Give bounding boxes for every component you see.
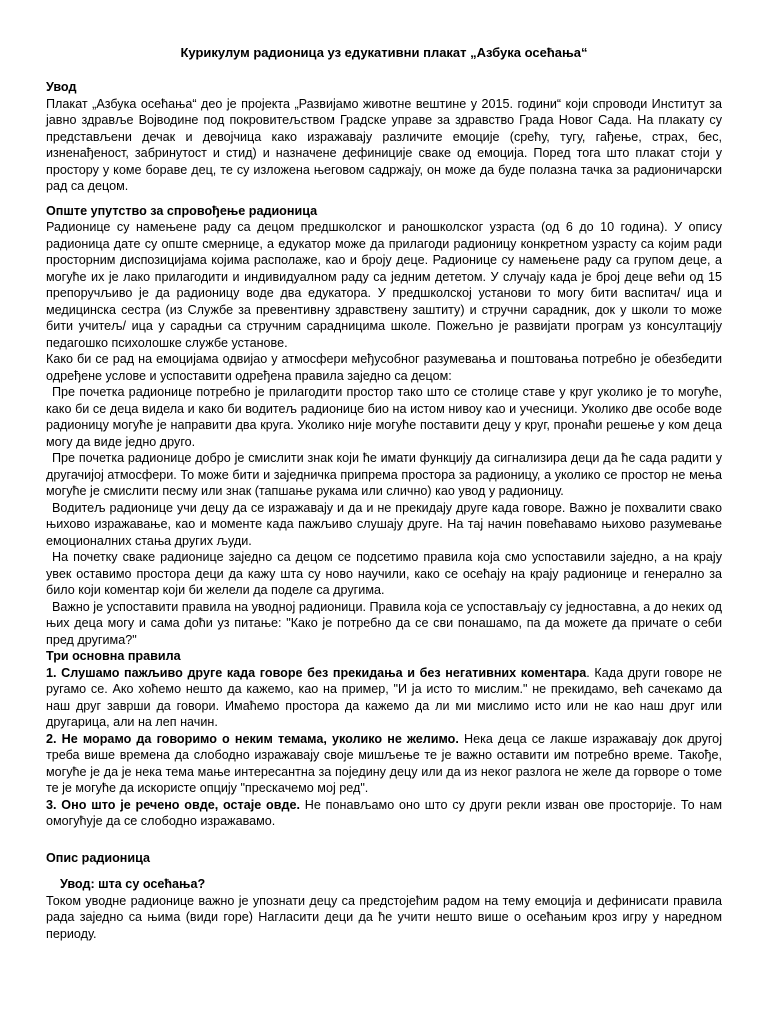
general-paragraph-4: Пре почетка радионице добро је смислити знак који ће имати функцију да сигнализира деци да ће сада радити у другачијој атмосфери. То може бити и заједничка припрема простора за радионицу, а уколико се простор не мења могуће је смислити песму или знак (тапшање рукама или слично) као увод у радионицу. [46, 451, 722, 498]
intro-heading: Увод [46, 80, 77, 94]
rule-2-text: Нека деца се лакше изражавају док другој треба више времена да слободно изражавају своје мишљење те је важно оставити им потребно време. Такође, могуће је да је нека тема мање интересантна за поједину децу или да из неког разлога не желе да горворе о томе те је могуће да искористе опцију "прескачемо мој ред". [46, 731, 722, 795]
rule-3 [46, 797, 722, 830]
rules-heading: Три основна правила [46, 649, 181, 663]
general-paragraph-2: Како би се рад на емоцијама одвијао у атмосфери међусобног разумевања и поштовања потребно је обезбедити одређене услове и успоставити одређена правила заједно са децом: [46, 352, 722, 383]
workshops-heading: Опис радионица [46, 850, 151, 865]
general-paragraph-7: Важно је успоставити правила на уводној радионици. Правила која се успостављају су једноставна, а до неких од њих деца могу и сама доћи уз питање: "Како је потребно да се сви понашамо, па да можете да причате о себи пред другима?" [46, 599, 723, 647]
intro-workshop-heading: Увод: шта су осећања? [60, 877, 206, 891]
rule-1-title: 1. Слушамо пажљиво друге када говоре без прекидања и без негативних коментара [46, 665, 587, 680]
general-paragraph-6: На почетку сваке радионице заједно са децом се подсетимо правила која смо успоставили заједно, а на крају увек оставимо простора деци да кажу шта су ново научили, како се осећају на крају радионице и генерално за било који коментар који би желели да поделе са другима. [46, 550, 722, 597]
rule-1-text: . Када други говоре не ругамо се. Ако хоћемо нешто да кажемо, као на пример, "И ја исто то мислим." не прекидамо, већ сачекамо да наш друг заврши да говори. Имаћемо простора да кажемо да ли ми мислимо исто или не као наш друг или другарица, али на леп начин. [46, 665, 722, 729]
general-paragraph-5: Водитељ радионице учи децу да се изражавају и да и не прекидају друге када говоре. Важно је похвалити свако њихово изражавање, као и моменте када пажљиво слушају друге. На тај начин повећавамо њихово разумевање емоционалних стања других људи. [46, 500, 722, 548]
rule-3-text: Не понављамо оно што су други рекли изван ове просторије. То нам омогућује да се слободно изражавамо. [46, 797, 722, 828]
intro-paragraph: Плакат „Азбука осећања“ део је пројекта „Развијамо животне вештине у 2015. години“ који спроводи Институт за јавно здравље Војводине под покровитељством Градске управе за здравство Града Новог Сада. На плакату су представљени дечак и девојчица како изражавају различите емоције (срећу, тугу, гађење, страх, бес, изненађеност, забринутост и стид) и назначене дефиниције сваке од емоција. Поред тога што плакат стоји у простору у коме бораве дец, те су изложена његовом садржају, он може да буде полазна тачка за радионичарски рад са децом. [46, 96, 722, 193]
general-paragraph-3: Пре почетка радионице потребно је прилагодити простор тако што се столице ставе у круг уколико је то могуће, како би се деца видела и како би водитељ радионице био на истом нивоу као и учесници. Уколико две особе воде радионицу могуће је направити два круга. Уколико није могуће поставити децу у круг, пронаћи решење у ком деца могу да виде једно друго. [46, 385, 722, 449]
general-instructions-heading: Опште упутство за спровођење радионица [46, 203, 318, 218]
rule-3-title: 3. Оно што је речено овде, остаје овде. [46, 797, 300, 812]
rule-2 [46, 731, 722, 797]
rule-2-title: 2. Не морамо да говоримо о неким темама, уколико не желимо. [46, 731, 459, 746]
general-paragraph-1: Радионице су намењене раду са децом предшколског и раношколског узраста (од 6 до 10 година). У опису радионица дате су опште смернице, а едукатор може да прилагоди радионицу конкретном узрасту са којим ради просторним диспозицијама којима располаже, као и броју деце. Радионице су намењене раду са групом деце, а могуће их је лако прилагодити и индивидуалном раду са једним дететом. У случају када је број деце већи од 15 препоручљиво је да радионицу воде два едукатора. У предшколској установи то могу бити васпитач/ ица и медицинска сестра (из Службе за превентивну здравствену заштиту) и стручни сарадник, док у школи то може бити учитељ/ ица у сарадњи са стручним сарадницима школе. Пожељно је развијати програм уз консултацију педагошко психолошке службе установе. [46, 220, 722, 350]
rule-1 [46, 665, 722, 731]
intro-workshop-paragraph: Током уводне радионице важно је упознати децу са предстојећим радом на тему емоција и дефинисати правила рада заједно са њима (види горе) Нагласити деци да ће учити нешто више о осећањим кроз игру у наредном периоду. [46, 893, 722, 941]
document-title: Курикулум радионица уз едукативни плакат „Азбука осећања“ [180, 45, 588, 60]
